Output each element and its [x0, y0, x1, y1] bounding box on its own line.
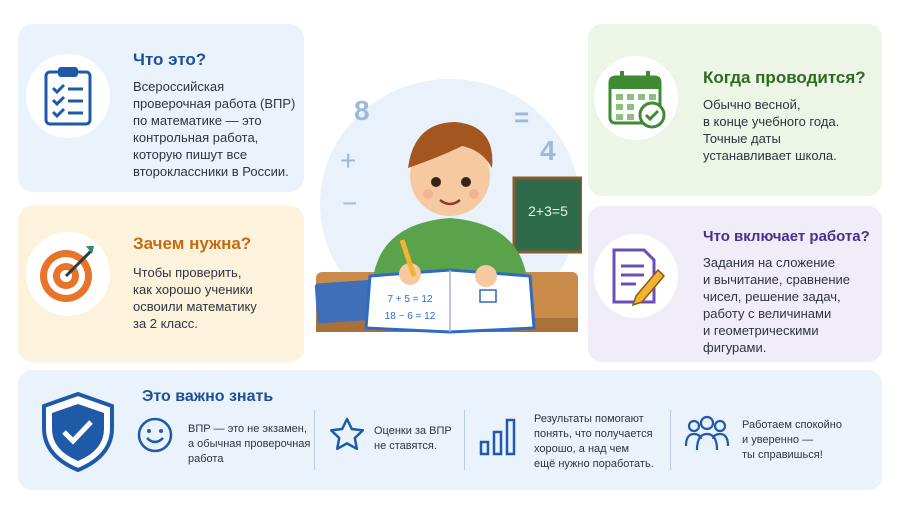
card-what-includes: [588, 206, 882, 362]
tip-item: [684, 408, 874, 478]
people-icon: [684, 414, 730, 454]
card-title: Когда проводится?: [703, 68, 866, 87]
card-body: Обычно весной, в конце учебного года. Точные даты устанавливает школа.: [703, 97, 840, 163]
card-important-to-know: [18, 370, 882, 490]
smile-icon: [136, 416, 174, 454]
target-icon: [26, 232, 110, 316]
floating-symbol: +: [340, 145, 357, 176]
tip-item: [136, 408, 311, 478]
notebook-line: 7 + 5 = 12: [387, 294, 433, 305]
section-title: Это важно знать: [142, 388, 274, 405]
notebook-line: 18 − 6 = 12: [384, 311, 436, 322]
divider: [464, 410, 465, 470]
tip-item: [478, 408, 668, 478]
card-body: Всероссийская проверочная работа (ВПР) по математике — это контрольная работа, которую пишут все второклассники в России.: [133, 79, 296, 179]
chalkboard-text: 2+3=5: [528, 203, 568, 219]
floating-symbol: 8: [354, 95, 370, 126]
document-pencil-icon: [594, 234, 678, 318]
star-icon: [328, 416, 366, 454]
floating-symbol: −: [342, 188, 358, 218]
tip-text: Работаем спокойно и уверенно — ты справишься!: [742, 419, 842, 461]
floating-symbol: 4: [540, 135, 556, 166]
clipboard-checklist-icon: [26, 54, 110, 138]
shield-check-icon: [32, 390, 124, 474]
tip-item: [328, 408, 478, 478]
bar-chart-icon: [478, 416, 518, 456]
card-title: Что это?: [133, 50, 207, 69]
card-what-is-it: [18, 24, 304, 192]
card-body: Чтобы проверить, как хорошо ученики освоили математику за 2 класс.: [133, 265, 257, 331]
tip-text: Оценки за ВПР не ставятся.: [374, 425, 452, 452]
floating-symbol: =: [514, 102, 530, 132]
calendar-check-icon: [594, 56, 678, 140]
card-why-needed: [18, 206, 304, 362]
tip-text: ВПР — это не экзамен, а обычная проверочная работа: [188, 423, 311, 465]
card-title: Зачем нужна?: [133, 234, 252, 253]
tip-text: Результаты помогают понять, что получается хорошо, а над чем ещё нужно поработать.: [534, 413, 654, 470]
card-title: Что включает работа?: [703, 228, 870, 245]
student-illustration: [310, 64, 582, 354]
divider: [670, 410, 671, 470]
card-when-held: [588, 24, 882, 196]
divider: [314, 410, 315, 470]
card-body: Задания на сложение и вычитание, сравнение чисел, решение задач, работу с величинами и геометрическими фигурами.: [703, 255, 851, 355]
